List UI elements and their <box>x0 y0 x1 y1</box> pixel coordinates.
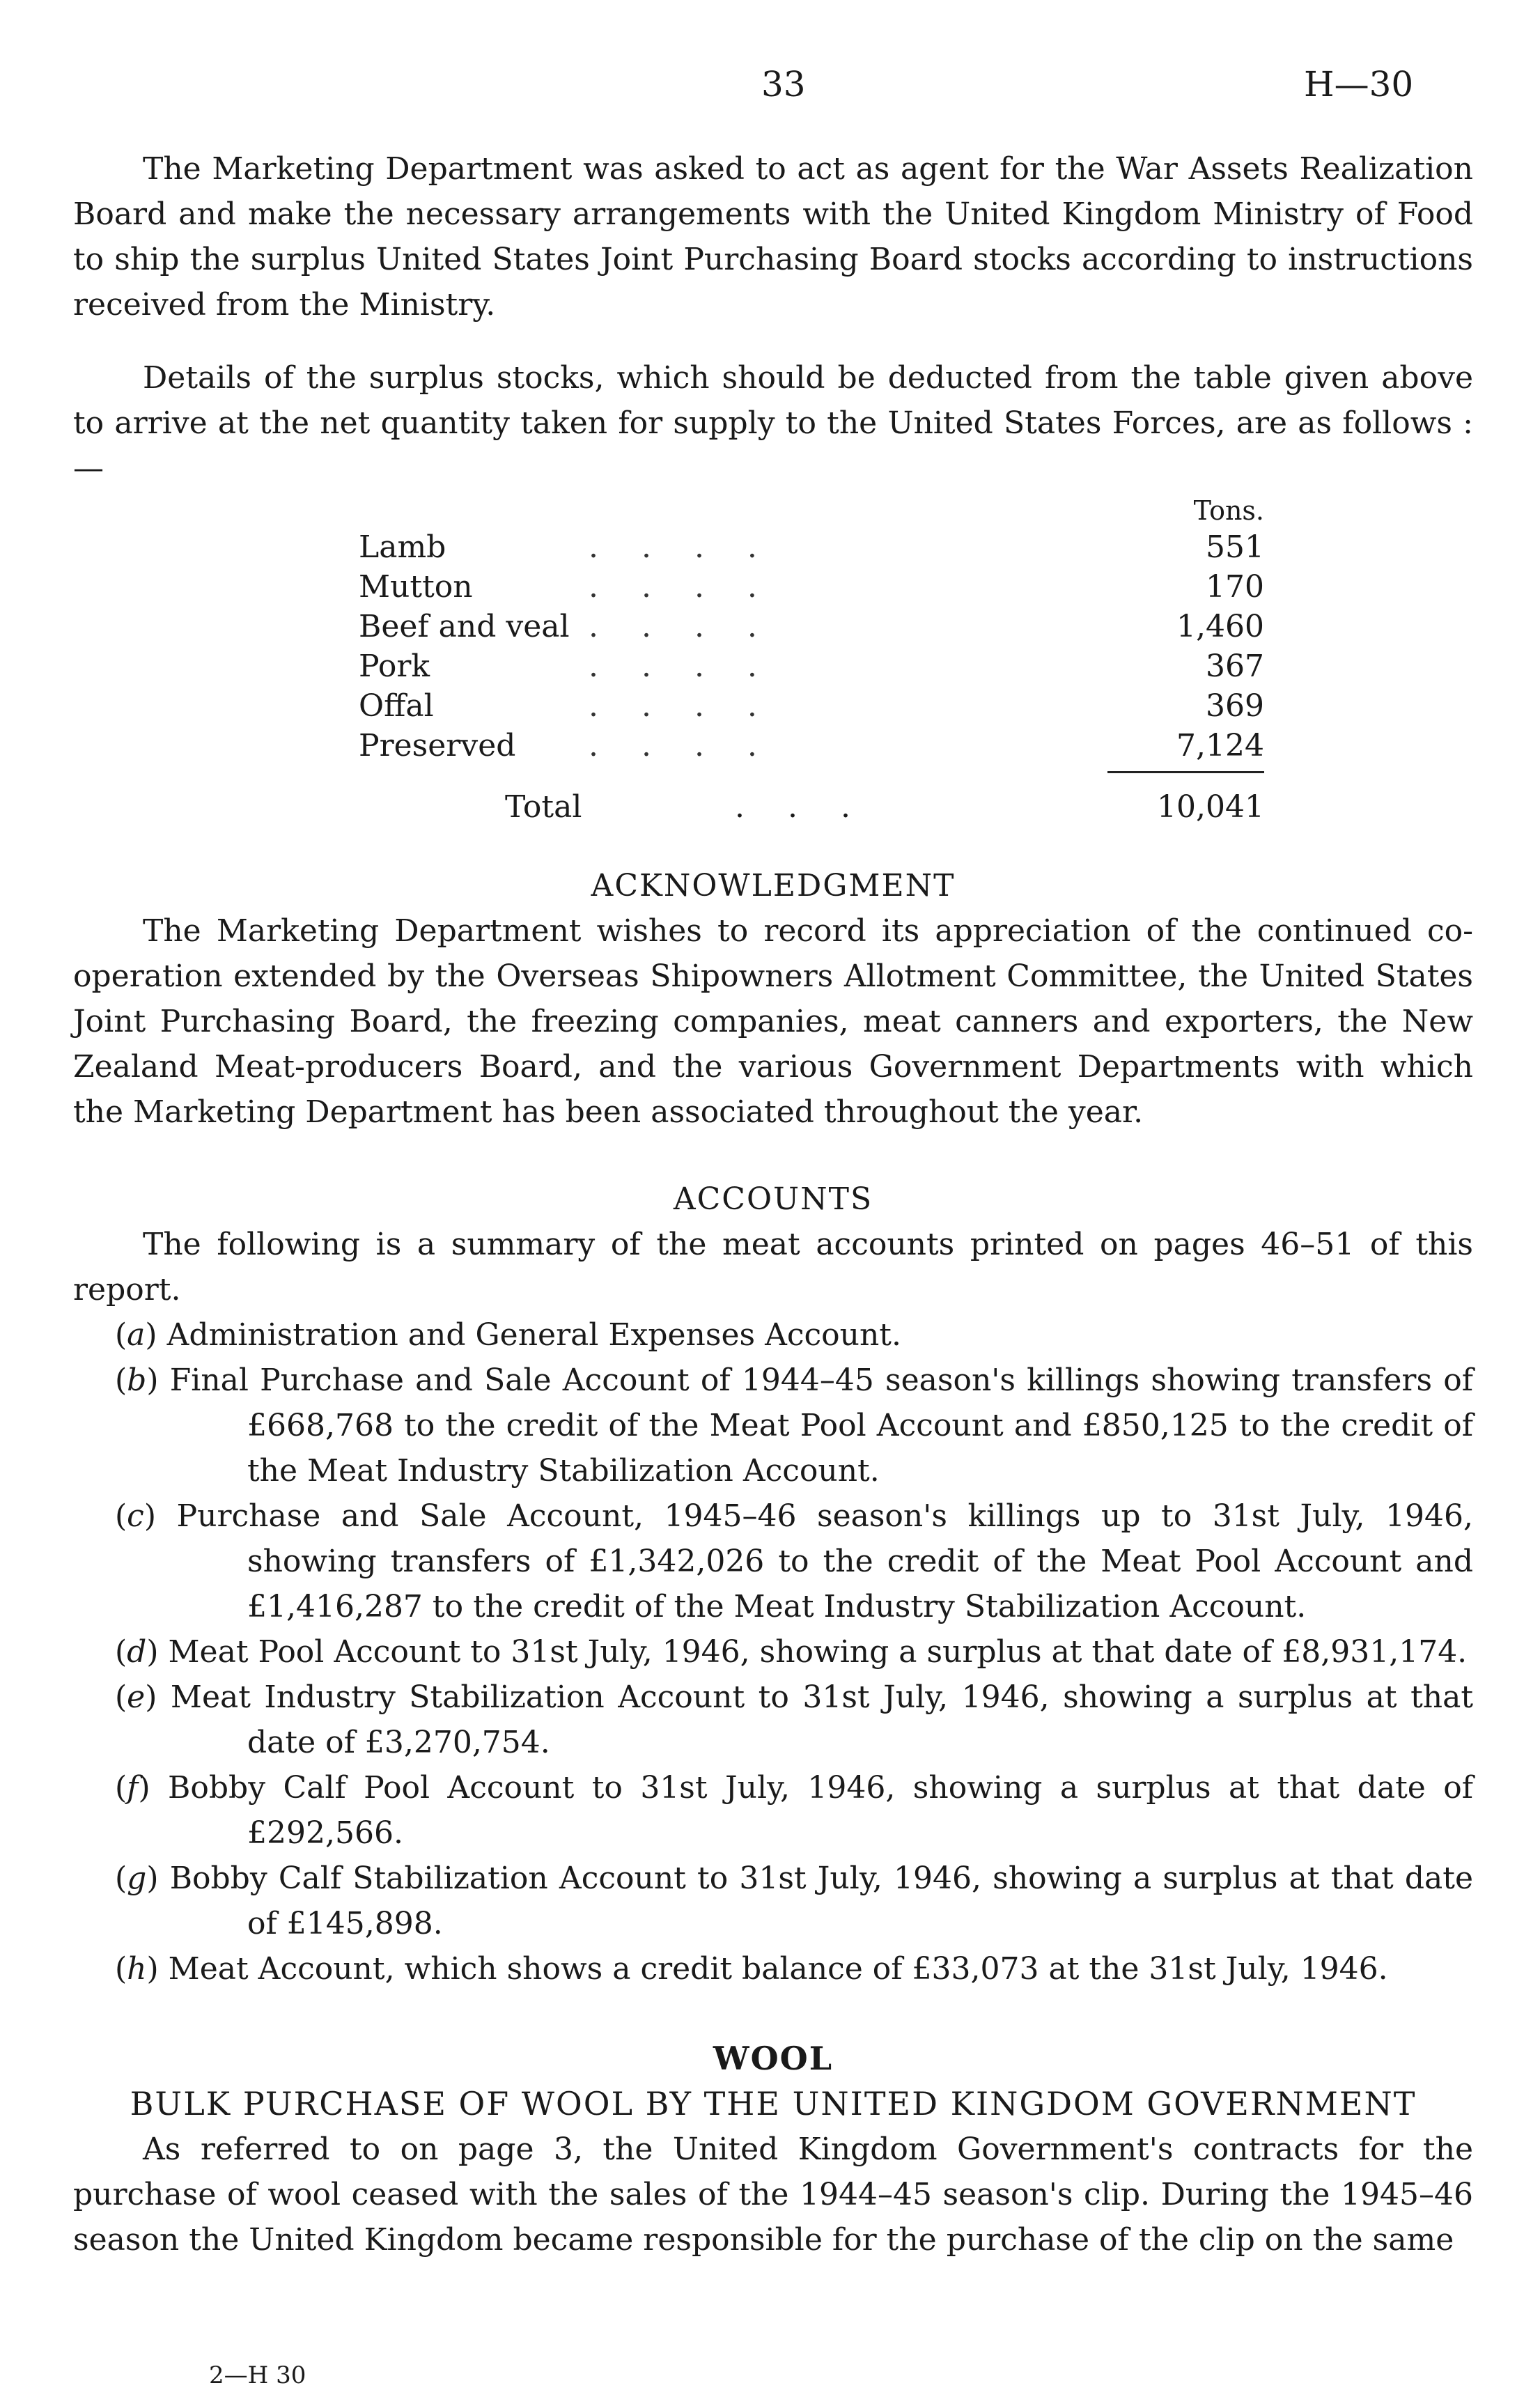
wool-subheading: BULK PURCHASE OF WOOL BY THE UNITED KINGDOM GOVERNMENT <box>130 2085 1417 2122</box>
row-item: Mutton <box>359 569 473 605</box>
list-item: (d) Meat Pool Account to 31st July, 1946, showing a surplus at that date of £8,931,174. <box>115 1634 1468 1670</box>
item-label: a <box>127 1317 146 1353</box>
list-item: (b) Final Purchase and Sale Account of 1944–45 season's killings showing transfers of £668,768 to the credit of the Meat Pool Account and £850,125 to the credit of the Meat Industry Stabilization Account. <box>115 1363 1474 1489</box>
list-item: (e) Meat Industry Stabilization Account to 31st July, 1946, showing a surplus at that date of £3,270,754. <box>115 1679 1474 1760</box>
row-tons: 551 <box>1206 529 1264 565</box>
row-tons: 170 <box>1206 569 1264 605</box>
list-item: (c) Purchase and Sale Account, 1945–46 season's killings up to 31st July, 1946, showing transfers of £1,342,026 to the credit of the Meat Pool Account and £1,416,287 to the credit of the Meat Industry Stabilization Account. <box>115 1498 1473 1624</box>
total-label: Total <box>505 789 582 825</box>
table-row: Beef and veal . . . . 1,460 <box>359 607 1264 646</box>
table-row: Mutton . . . . 170 <box>359 567 1264 607</box>
acknowledgment-heading: ACKNOWLEDGMENT <box>591 868 956 903</box>
paragraph-surplus-details: Details of the surplus stocks, which should be deducted from the table given above to arrive at the net quantity taken for supply to the United States Forces, are as follows :— <box>73 360 1473 486</box>
page-header <box>0 64 1540 113</box>
item-label: f <box>127 1770 139 1806</box>
total-rule <box>1107 771 1264 773</box>
list-item: (h) Meat Account, which shows a credit balance of £33,073 at the 31st July, 1946. <box>115 1951 1388 1987</box>
signature-mark: 2—H 30 <box>209 2361 306 2389</box>
item-label: b <box>127 1363 147 1398</box>
item-label: h <box>127 1951 147 1987</box>
item-label: e <box>127 1679 146 1715</box>
table-unit-header: Tons. <box>1193 495 1264 526</box>
item-text: Bobby Calf Stabilization Account to 31st July, 1946, showing a surplus at that date of £145,898. <box>169 1861 1473 1941</box>
row-tons: 7,124 <box>1176 728 1264 763</box>
item-text: Purchase and Sale Account, 1945–46 season's killings up to 31st July, 1946, showing transfers of £1,342,026 to the credit of the Meat Pool Account and £1,416,287 to the credit of the Meat Industry Stabilization Account. <box>176 1498 1473 1624</box>
list-item: (a) Administration and General Expenses Account. <box>115 1317 901 1353</box>
table-row: Lamb . . . . 551 <box>359 527 1264 567</box>
table-row: Preserved . . . . 7,124 <box>359 726 1264 766</box>
page-body <box>73 146 1473 2263</box>
wool-text: As referred to on page 3, the United Kingdom Government's contracts for the purchase of wool ceased with the sales of the 1944–45 season's clip. During the 1945–46 season the United Kingdom became responsible for the purchase of the clip on the same <box>73 2132 1473 2258</box>
row-item: Pork <box>359 649 430 684</box>
item-label: d <box>127 1634 147 1670</box>
item-text: Meat Industry Stabilization Account to 31st July, 1946, showing a surplus at that date of £3,270,754. <box>170 1679 1474 1760</box>
accounts-list <box>73 1312 1473 1992</box>
row-item: Preserved <box>359 728 516 763</box>
wool-heading: WOOL <box>713 2040 834 2077</box>
accounts-heading: ACCOUNTS <box>673 1181 873 1217</box>
row-item: Beef and veal <box>359 609 570 644</box>
item-text: Meat Account, which shows a credit balance of £33,073 at the 31st July, 1946. <box>168 1951 1388 1987</box>
item-text: Administration and General Expenses Account. <box>166 1317 901 1353</box>
table-row: Pork . . . . 367 <box>359 646 1264 686</box>
row-tons: 367 <box>1206 649 1264 684</box>
list-item: (g) Bobby Calf Stabilization Account to 31st July, 1946, showing a surplus at that date of £145,898. <box>115 1861 1473 1941</box>
accounts-intro: The following is a summary of the meat accounts printed on pages 46–51 of this report. <box>73 1227 1473 1307</box>
list-item: (f) Bobby Calf Pool Account to 31st July, 1946, showing a surplus at that date of £292,566. <box>115 1770 1473 1851</box>
total-value: 10,041 <box>1157 789 1264 825</box>
item-text: Meat Pool Account to 31st July, 1946, showing a surplus at that date of £8,931,174. <box>168 1634 1468 1670</box>
item-label: c <box>127 1498 144 1534</box>
row-tons: 1,460 <box>1176 609 1264 644</box>
row-item: Offal <box>359 688 434 724</box>
table-row: Offal . . . . 369 <box>359 686 1264 726</box>
acknowledgment-text: The Marketing Department wishes to record its appreciation of the continued co-operation extended by the Overseas Shipowners Allotment Committee, the United States Joint Purchasing Board, the freezing companies, meat canners and exporters, the New Zealand Meat-producers Board, and the various Government Departments with which the Marketing Department has been associated throughout the year. <box>73 913 1473 1130</box>
document-reference: H—30 <box>1304 64 1414 104</box>
paragraph-agent: The Marketing Department was asked to act as agent for the War Assets Realization Board and make the necessary arrangements with the United Kingdom Ministry of Food to ship the surplus United States Joint Purchasing Board stocks according to instructions received from the Ministry. <box>73 151 1473 323</box>
item-text: Bobby Calf Pool Account to 31st July, 1946, showing a surplus at that date of £292,566. <box>168 1770 1473 1851</box>
surplus-stocks-table <box>359 494 1264 827</box>
item-text: Final Purchase and Sale Account of 1944–45 season's killings showing transfers of £668,768 to the credit of the Meat Pool Account and £850,125 to the credit of the Meat Industry Stabilization Account. <box>169 1363 1474 1489</box>
item-label: g <box>127 1861 147 1896</box>
row-tons: 369 <box>1206 688 1264 724</box>
row-item: Lamb <box>359 529 446 565</box>
page-number: 33 <box>761 64 806 104</box>
table-total-row: Total . . . 10,041 <box>359 787 1264 827</box>
